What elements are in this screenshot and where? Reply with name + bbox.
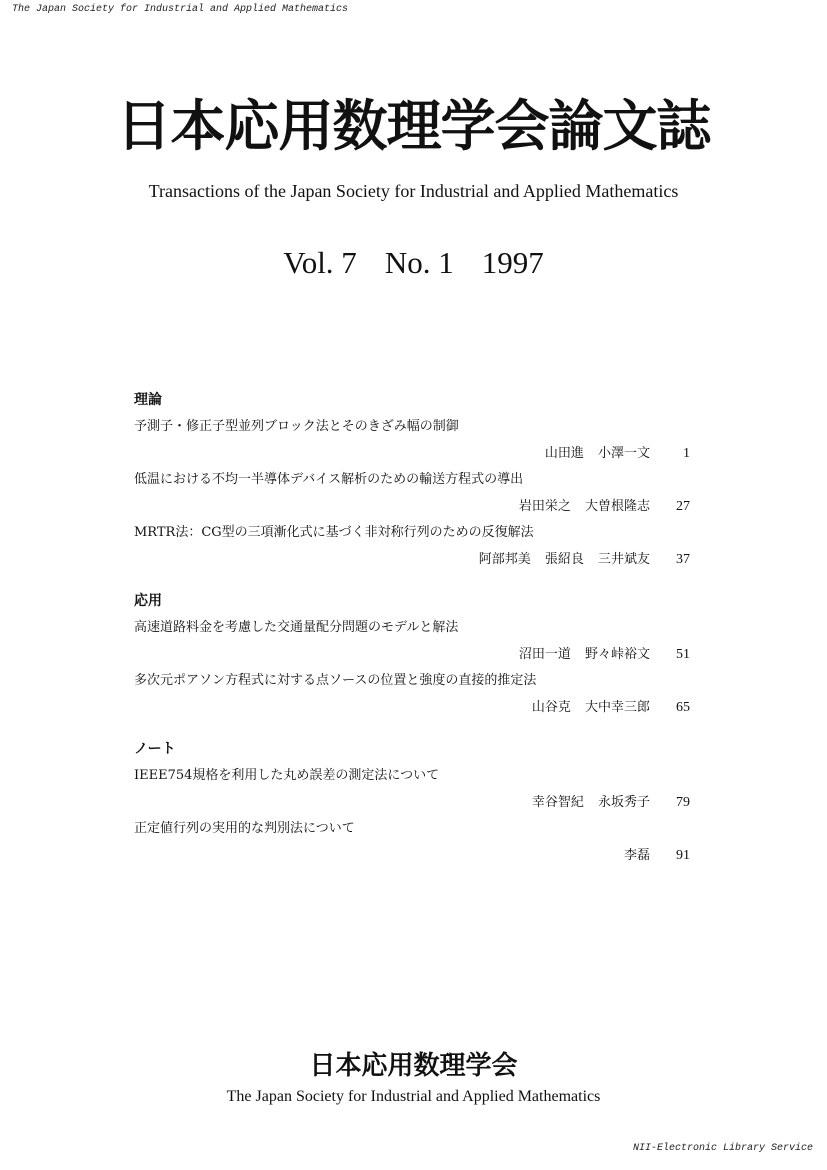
entry-authors: 沼田一道 野々峠裕文: [518, 647, 650, 662]
entry-title[interactable]: 低温における不均一半導体デバイス解析のための輸送方程式の導出: [134, 472, 524, 487]
entry-page: 1: [683, 446, 690, 461]
journal-title-ja: 日本応用数理学会論文誌: [116, 93, 711, 158]
toc-entry[interactable]: [134, 765, 690, 818]
toc-entry[interactable]: [134, 469, 690, 522]
section-heading: 理論: [134, 392, 162, 408]
entry-authors: 山谷克 大中幸三郎: [531, 700, 650, 715]
entry-title[interactable]: MRTR法：CG型の三項漸化式に基づく非対称行列のための反復解法: [134, 525, 534, 540]
header-source-tag: The Japan Society for Industrial and Applied Mathematics: [12, 4, 349, 15]
toc-section-notes: [134, 737, 690, 871]
toc-section-theory: [134, 388, 690, 575]
toc-entry[interactable]: [134, 818, 690, 871]
journal-title-en: Transactions of the Japan Society for Industrial and Applied Mathematics: [148, 181, 679, 201]
entry-authors: 李磊: [623, 848, 650, 863]
year: 1997: [481, 245, 544, 280]
footer-source-tag: NII-Electronic Library Service: [632, 1143, 813, 1154]
entry-page: 79: [676, 795, 690, 810]
entry-page: 65: [676, 700, 690, 715]
issue-line: [0, 245, 827, 281]
volume: Vol. 7: [283, 245, 357, 280]
entry-page: 91: [676, 848, 690, 863]
publisher-name-en: The Japan Society for Industrial and Applied Mathematics: [226, 1088, 601, 1105]
publisher-name-ja: 日本応用数理学会: [309, 1051, 518, 1081]
entry-title[interactable]: 多次元ポアソン方程式に対する点ソースの位置と強度の直接的推定法: [134, 673, 537, 688]
entry-authors: 山田進 小澤一文: [544, 446, 650, 461]
entry-title[interactable]: 予測子・修正子型並列ブロック法とそのきざみ幅の制御: [134, 419, 459, 434]
section-heading: 応用: [134, 593, 162, 609]
toc-entry[interactable]: [134, 522, 690, 575]
number: No. 1: [384, 245, 454, 280]
entry-page: 37: [676, 552, 690, 567]
toc-entry[interactable]: [134, 670, 690, 723]
table-of-contents: [134, 388, 690, 885]
entry-title[interactable]: 正定値行列の実用的な判別法について: [134, 821, 355, 836]
entry-authors: 阿部邦美 張紹良 三井斌友: [478, 552, 650, 567]
entry-authors: 岩田栄之 大曽根隆志: [518, 499, 650, 514]
section-heading: ノート: [134, 741, 176, 757]
entry-title[interactable]: 高速道路料金を考慮した交通量配分問題のモデルと解法: [134, 620, 459, 635]
toc-section-applications: [134, 589, 690, 723]
entry-page: 51: [676, 647, 690, 662]
entry-title[interactable]: IEEE754規格を利用した丸め誤差の測定法について: [134, 768, 440, 783]
toc-entry[interactable]: [134, 416, 690, 469]
toc-entry[interactable]: [134, 617, 690, 670]
entry-authors: 幸谷智紀 永坂秀子: [531, 795, 650, 810]
entry-page: 27: [676, 499, 690, 514]
